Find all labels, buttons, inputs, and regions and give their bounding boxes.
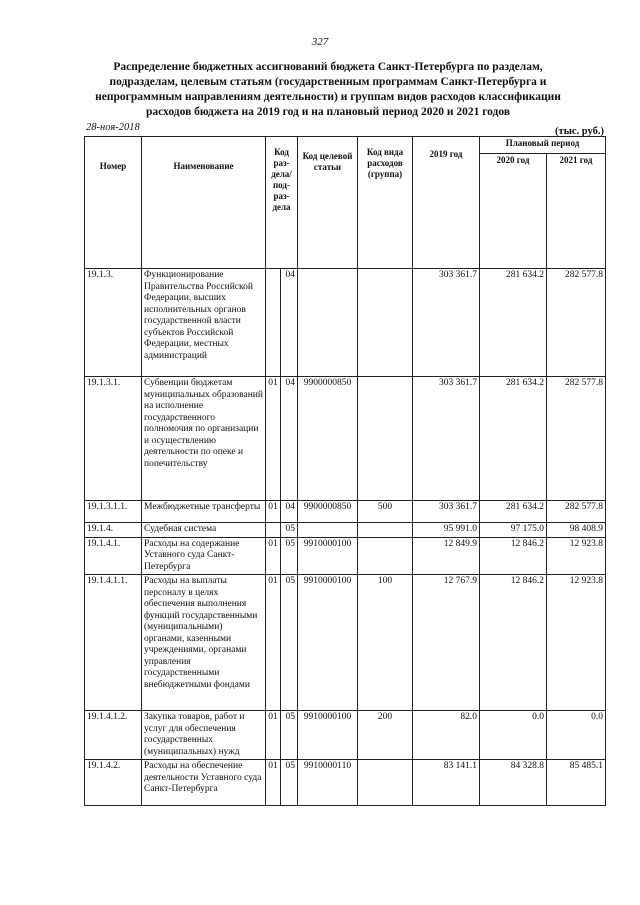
row-number: 19.1.3.1.: [85, 377, 142, 501]
row-value-2019: 303 361.7: [413, 501, 480, 523]
row-value-2019: 12 849.9: [413, 537, 480, 575]
row-value-2019: 12 767.9: [413, 575, 480, 711]
row-value-2020: 12 846.2: [480, 575, 547, 711]
header-2019: 2019 год: [413, 137, 480, 269]
row-subsection: 04: [281, 501, 298, 523]
row-number: 19.1.4.1.2.: [85, 711, 142, 760]
row-expense-type: [358, 760, 413, 806]
budget-table: [84, 136, 606, 806]
header-section: Код раз-дела/ под-раз-дела: [266, 137, 298, 269]
row-value-2020: 281 634.2: [480, 501, 547, 523]
row-target-code: [298, 269, 358, 377]
header-2020: 2020 год: [480, 154, 547, 269]
row-section: 01: [266, 711, 281, 760]
table-row: [85, 575, 606, 711]
page-number: 327: [311, 36, 329, 48]
row-target-code: [298, 523, 358, 538]
row-expense-type: [358, 377, 413, 501]
table-row: [85, 377, 606, 501]
row-expense-type: 100: [358, 575, 413, 711]
row-name: Расходы на содержание Уставного суда Санкт-Петербурга: [142, 537, 266, 575]
row-number: 19.1.4.1.1.: [85, 575, 142, 711]
table-row: [85, 501, 606, 523]
header-number: Номер: [85, 137, 142, 269]
header-expense-type: Код вида расходов (группа): [358, 137, 413, 269]
row-expense-type: [358, 523, 413, 538]
row-number: 19.1.4.2.: [85, 760, 142, 806]
row-value-2020: 84 328.8: [480, 760, 547, 806]
row-target-code: 9910000100: [298, 575, 358, 711]
row-target-code: 9900000850: [298, 377, 358, 501]
row-value-2020: 281 634.2: [480, 269, 547, 377]
row-subsection: 05: [281, 537, 298, 575]
row-section: 01: [266, 377, 281, 501]
row-value-2021: 98 408.9: [547, 523, 606, 538]
row-number: 19.1.4.1.: [85, 537, 142, 575]
row-subsection: 05: [281, 523, 298, 538]
header-planned-period: Плановый период: [480, 137, 606, 154]
row-value-2021: 12 923.8: [547, 575, 606, 711]
row-value-2021: 282 577.8: [547, 377, 606, 501]
row-expense-type: 500: [358, 501, 413, 523]
row-name: Судебная система: [142, 523, 266, 538]
row-name: Расходы на обеспечение деятельности Уставного суда Санкт-Петербурга: [142, 760, 266, 806]
row-section: 01: [266, 537, 281, 575]
row-value-2020: 12 846.2: [480, 537, 547, 575]
header-target: Код целевой статьи: [298, 137, 358, 269]
row-value-2021: 85 485.1: [547, 760, 606, 806]
row-section: 01: [266, 575, 281, 711]
row-name: Закупка товаров, работ и услуг для обеспечения государственных (муниципальных) нужд: [142, 711, 266, 760]
row-value-2020: 97 175.0: [480, 523, 547, 538]
table-row: [85, 269, 606, 377]
row-number: 19.1.3.1.1.: [85, 501, 142, 523]
row-target-code: 9910000100: [298, 537, 358, 575]
table-row: [85, 760, 606, 806]
row-value-2021: 282 577.8: [547, 501, 606, 523]
row-section: [266, 269, 281, 377]
table-row: [85, 711, 606, 760]
row-value-2019: 82.0: [413, 711, 480, 760]
table-row: [85, 523, 606, 538]
row-name: Межбюджетные трансферты: [142, 501, 266, 523]
row-name: Функционирование Правительства Российской Федерации, высших исполнительных органов государственной власти субъектов Российской Федерации, местных администраций: [142, 269, 266, 377]
row-subsection: 05: [281, 760, 298, 806]
row-subsection: 05: [281, 575, 298, 711]
row-subsection: 04: [281, 269, 298, 377]
row-subsection: 05: [281, 711, 298, 760]
row-name: Субвенции бюджетам муниципальных образований на исполнение государственного полномочия по организации и осуществлению деятельности по опеке и попечительству: [142, 377, 266, 501]
row-target-code: 9900000850: [298, 501, 358, 523]
row-value-2019: 83 141.1: [413, 760, 480, 806]
row-section: [266, 523, 281, 538]
row-expense-type: 200: [358, 711, 413, 760]
header-name: Наименование: [142, 137, 266, 269]
row-value-2021: 282 577.8: [547, 269, 606, 377]
row-value-2019: 95 991.0: [413, 523, 480, 538]
row-value-2021: 12 923.8: [547, 537, 606, 575]
row-expense-type: [358, 537, 413, 575]
row-value-2020: 0.0: [480, 711, 547, 760]
row-target-code: 9910000110: [298, 760, 358, 806]
row-subsection: 04: [281, 377, 298, 501]
row-expense-type: [358, 269, 413, 377]
units-label: (тыс. руб.): [555, 126, 604, 137]
row-section: 01: [266, 760, 281, 806]
row-number: 19.1.3.: [85, 269, 142, 377]
document-title: Распределение бюджетных ассигнований бюджета Санкт-Петербурга по разделам, подразделам, целевым статьям (государственным программам Санкт-Петербурга и непрограммным направлениям деятельности) и группам видов расходов классификации расходов бюджета на 2019 год и на плановый период 2020 и 2021 годов: [95, 61, 561, 118]
row-value-2019: 303 361.7: [413, 377, 480, 501]
row-value-2020: 281 634.2: [480, 377, 547, 501]
row-section: 01: [266, 501, 281, 523]
row-value-2019: 303 361.7: [413, 269, 480, 377]
header-2021: 2021 год: [547, 154, 606, 269]
row-value-2021: 0.0: [547, 711, 606, 760]
row-number: 19.1.4.: [85, 523, 142, 538]
table-row: [85, 537, 606, 575]
row-target-code: 9910000100: [298, 711, 358, 760]
row-name: Расходы на выплаты персоналу в целях обеспечения выполнения функций государственными (муниципальными) органами, казенными учреждениями, органами управления государственными внебюджетными фондами: [142, 575, 266, 711]
document-date: 28-ноя-2018: [86, 122, 140, 133]
